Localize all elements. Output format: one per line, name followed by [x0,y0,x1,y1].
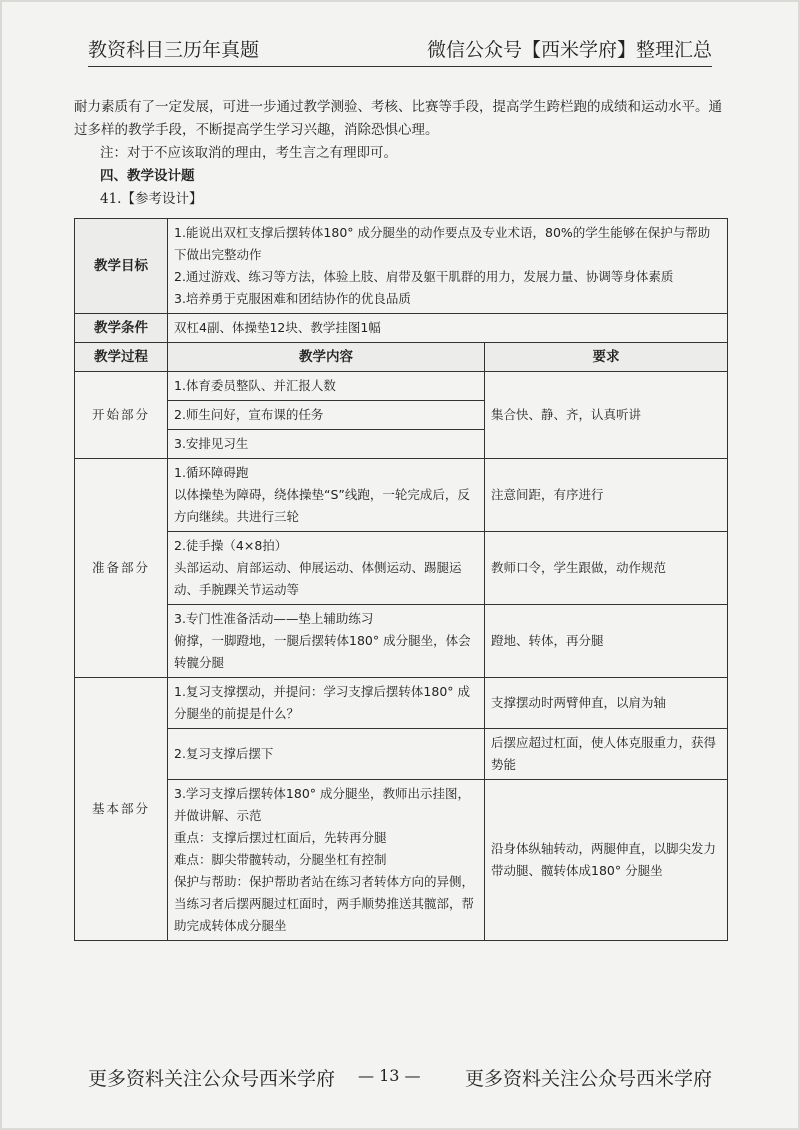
prep-line: 头部运动、肩部运动、伸展运动、体侧运动、踢腿运动、手腕踝关节运动等 [174,560,462,597]
basic-line: 难点：脚尖带髋转动，分腿坐杠有控制 [174,852,387,867]
basic-content-3 [168,780,485,941]
conditions-cell: 双杠4副、体操垫12块、教学挂图1幅 [168,314,728,343]
prep-content-2 [168,532,485,605]
prep-line: 3.专门性准备活动——垫上辅助练习 [174,611,374,626]
goal-item: 2.通过游戏、练习等方法，体验上肢、肩带及躯干肌群的用力，发展力量、协调等身体素质 [174,269,674,284]
basic-requirement-2: 后摆应超过杠面，使人体克服重力，获得势能 [485,729,728,780]
intro-line-1: 耐力素质有了一定发展，可进一步通过教学测验、考核、比赛等手段，提高学生跨栏跑的成绩和运动水平。通 [74,99,722,115]
start-item: 3.安排见习生 [168,430,485,459]
intro-text [74,96,734,211]
basic-line: 2.复习支撑后摆下 [174,746,274,761]
start-item: 2.师生问好，宣布课的任务 [168,401,485,430]
footer-left-text: 更多资料关注公众号西米学府 [88,1068,336,1090]
header-right-title: 微信公众号【西米学府】整理汇总 [426,39,712,61]
section-prep-label: 准备部分 [75,459,168,678]
footer-right-text: 更多资料关注公众号西米学府 [464,1068,712,1090]
note-text: 注：对于不应该取消的理由，考生言之有理即可。 [100,145,397,161]
start-item: 1.体育委员整队、并汇报人数 [168,372,485,401]
prep-requirement-3: 蹬地、转体，再分腿 [485,605,728,678]
prep-content-3 [168,605,485,678]
page-footer [88,1064,712,1092]
basic-content-1 [168,678,485,729]
basic-line: 重点：支撑后摆过杠面后，先转再分腿 [174,830,387,845]
goal-item: 1.能说出双杠支撑后摆转体180° 成分腿坐的动作要点及专业术语，80%的学生能够在保护与帮助下做出完整动作 [174,225,711,262]
lesson-plan-table [74,218,728,941]
basic-line: 1.复习支撑摆动，并提问：学习支撑后摆转体180° 成分腿坐的前提是什么？ [174,684,471,721]
basic-requirement-3: 沿身体纵轴转动，两腿伸直，以脚尖发力带动腿、髋转体成180° 分腿坐 [485,780,728,941]
prep-requirement-1: 注意间距，有序进行 [485,459,728,532]
prep-line: 俯撑，一脚蹬地，一腿后摆转体180° 成分腿坐，体会转髋分腿 [174,633,471,670]
basic-content-2 [168,729,485,780]
section-start-label: 开始部分 [75,372,168,459]
col-header-process: 教学过程 [75,343,168,372]
basic-line: 保护与帮助：保护帮助者站在练习者转体方向的异侧，当练习者后摆两腿过杠面时，两手顺势推送其髋部，帮助完成转体成分腿坐 [174,874,475,933]
start-requirement: 集合快、静、齐，认真听讲 [485,372,728,459]
intro-line-2: 过多样的教学手段，不断提高学生学习兴趣，消除恐惧心理。 [74,122,439,138]
basic-requirement-1: 支撑摆动时两臂伸直，以肩为轴 [485,678,728,729]
prep-line: 2.徒手操（4×8拍） [174,538,288,553]
page-number: — 13 — [358,1066,421,1085]
prep-requirement-2: 教师口令，学生跟做，动作规范 [485,532,728,605]
col-header-content: 教学内容 [168,343,485,372]
goals-cell [168,219,728,314]
basic-line: 3.学习支撑后摆转体180° 成分腿坐，教师出示挂图，并做讲解、示范 [174,786,471,823]
header-left-title: 教资科目三历年真题 [88,39,260,61]
prep-content-1 [168,459,485,532]
goal-item: 3.培养勇于克服困难和团结协作的优良品质 [174,291,411,306]
page-header [88,38,712,67]
prep-line: 1.循环障碍跑 [174,465,249,480]
section-basic-label: 基本部分 [75,678,168,941]
question-label: 41.【参考设计】 [100,191,203,207]
col-header-requirement: 要求 [485,343,728,372]
conditions-label: 教学条件 [75,314,168,343]
goals-label: 教学目标 [75,219,168,314]
prep-line: 以体操垫为障碍，绕体操垫“S”线跑，一轮完成后，反方向继续。共进行三轮 [174,487,470,524]
section-title: 四、教学设计题 [100,168,195,184]
